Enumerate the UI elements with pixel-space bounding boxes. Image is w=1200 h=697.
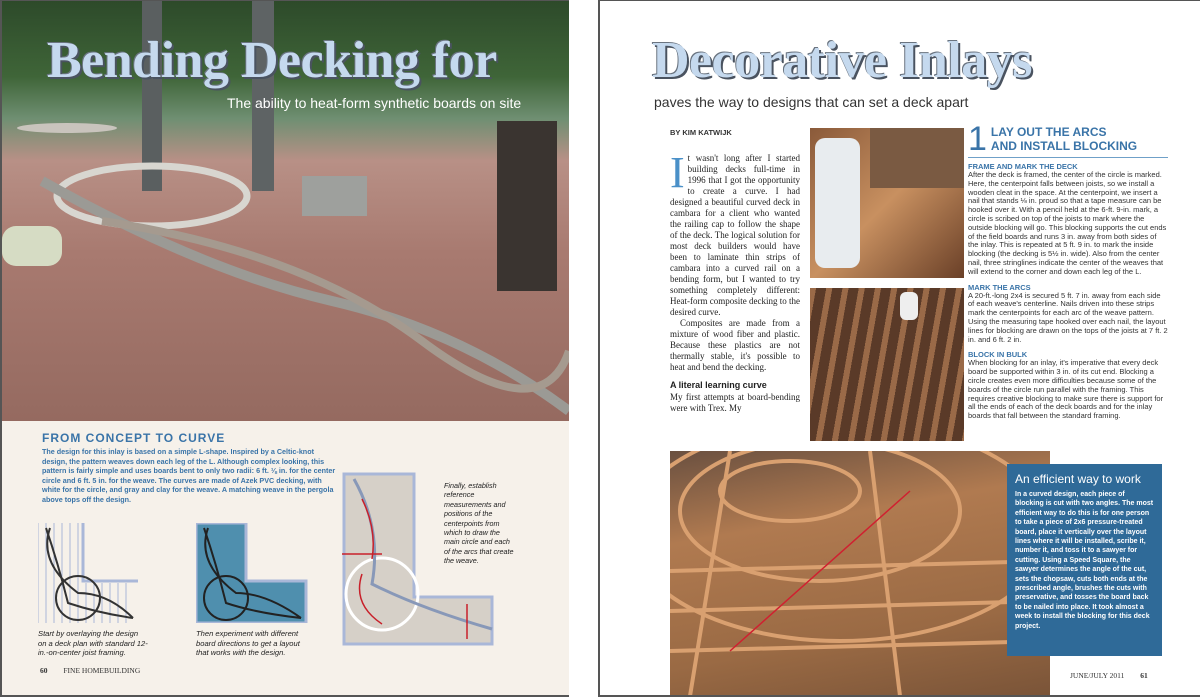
step-number: 1 bbox=[968, 120, 987, 158]
article-body bbox=[670, 148, 800, 414]
headline-right: Decorative Inlays bbox=[652, 32, 1032, 89]
callout-body: In a curved design, each piece of blocking is cut with two angles. The most efficient way to do this is for one person to take a piece of 2x6 pressure-treated board, place it vertically over the layout lines where it will be installed, scribe it, number it, and toss it to a sawyer for cutting. Using a Speed Square, the sawyer determines the angle of the cut, sets the chopsaw, cuts both ends at the prescribed angle, brushes the cuts with preservative, and tosses the board back to be nailed into place. It took almost a week to install the blocking for this deck project. bbox=[1015, 491, 1154, 630]
body-paragraph: Composites are made from a mixture of wood fiber and plastic. Because these plastics are not thermally stable, it's possible to heat and bend the decking. bbox=[670, 318, 800, 372]
step-body: After the deck is framed, the center of the circle is marked. Here, the centerpoint falls between joists, so we install a wooden cleat in the space. At the centerpoint, we insert a nail that stands ⅛ in. proud so that a tape measure can be hooked over it. With a pencil held at the 6-ft. 9-in. mark, a circle is scribed on top of the joists to mark where the outside blocking will go. This blocking supports the cut ends of the field boards and runs 3 in. away from both sides of the inlay. This is repeated at 5 ft. 9 in. to mark the inside blocking (the decking is 5½ in. wide). Also from the center nail, three stringlines indicate the center of the weaves that will extend to the corner and down each leg of the L. bbox=[968, 170, 1167, 276]
magazine-name: FINE HOMEBUILDING bbox=[63, 666, 141, 675]
subtitle-right: paves the way to designs that can set a deck apart bbox=[654, 94, 969, 110]
step-title-2: AND INSTALL BLOCKING bbox=[990, 139, 1138, 153]
photo-marking-arcs bbox=[810, 288, 964, 441]
folio-left bbox=[40, 666, 140, 675]
photo-blocking-overview bbox=[670, 451, 1050, 696]
folio-right bbox=[1070, 671, 1148, 680]
photo-marking-deck bbox=[810, 128, 964, 278]
step-1 bbox=[968, 120, 1168, 421]
drop-cap: I bbox=[670, 148, 685, 197]
subtitle-left: The ability to heat-form synthetic boards on site bbox=[227, 95, 522, 111]
sidebar-title: FROM CONCEPT TO CURVE bbox=[42, 431, 226, 445]
page-number: 60 bbox=[40, 666, 48, 675]
diagram-board-directions bbox=[196, 523, 308, 623]
caption-diagram-2: Then experiment with different board directions to get a layout that works with the design. bbox=[196, 629, 300, 658]
section-body: My first attempts at board-bending were with Trex. My bbox=[670, 392, 800, 413]
step-title-1: LAY OUT THE ARCS bbox=[990, 125, 1107, 139]
body-paragraph: t wasn't long after I started building decks full-time in 1996 that I got the opportunity to create a curve. I had designed a beautiful curved deck in cambara for a client who wanted the railing cap to follow the shape of the deck. The logical solution for most deck builders would have been to laminate thin strips of cambara into a curved rail on a bending form, but I wanted to try something completely different: Heat-form composite decking to the desired curve. bbox=[670, 153, 800, 317]
caption-diagram-3: Finally, establish reference measurements and positions of the centerpoints from which to draw the main circle and each of the arcs that create the weave. bbox=[444, 481, 514, 566]
step-body: When blocking for an inlay, it's imperative that every deck board be supported within 3 in. of its cut end. Blocking a circle creates even more difficulties because some of the boards of the circle run parallel with the framing. This requires creative blocking to make sure there is support for all the ends of each of the deck boards and for the inlay boards that fall between the standard framing. bbox=[968, 358, 1164, 421]
step-subhead: FRAME AND MARK THE DECK bbox=[968, 162, 1078, 171]
section-head: A literal learning curve bbox=[670, 380, 767, 390]
step-body: A 20-ft.-long 2x4 is secured 5 ft. 7 in. away from each side of each weave's centerline. Nails driven into these strips mark the centerpoints for each arc of the weave pattern. Using the measuring tape hooked over each nail, the layout lines for blocking are drawn on the tops of the joists at 7 ft. 2 in. and 6 ft. 2 in. bbox=[968, 290, 1168, 344]
step-subhead: MARK THE ARCS bbox=[968, 282, 1031, 292]
left-page bbox=[0, 0, 569, 697]
right-page bbox=[598, 0, 1200, 697]
concept-sidebar bbox=[42, 431, 337, 505]
caption-diagram-1: Start by overlaying the design on a deck plan with standard 12-in.-on-center joist framing. bbox=[38, 629, 148, 658]
diagram-joist-framing bbox=[38, 523, 138, 623]
step-subhead: BLOCK IN BULK bbox=[968, 350, 1028, 360]
callout-box bbox=[1007, 464, 1162, 656]
callout-title: An efficient way to work bbox=[1015, 472, 1141, 486]
page-number: 61 bbox=[1140, 671, 1148, 680]
headline-left: Bending Decking for bbox=[47, 32, 497, 89]
byline: BY KIM KATWIJK bbox=[670, 128, 732, 137]
sidebar-body: The design for this inlay is based on a simple L-shape. Inspired by a Celtic-knot design, the pattern weaves down each leg of the L. Although complex looking, this pattern is fairly simple and uses boards bent to only two radii: 6 ft. ⅛ in. for the center circle and 6 ft. 5 in. for the weave. The curves are made of Azek PVC decking, with white for the circle, and gray and clay for the weave. A matching weave in the pergola above tops off the design. bbox=[42, 447, 336, 504]
issue-date: JUNE/JULY 2011 bbox=[1070, 671, 1125, 680]
